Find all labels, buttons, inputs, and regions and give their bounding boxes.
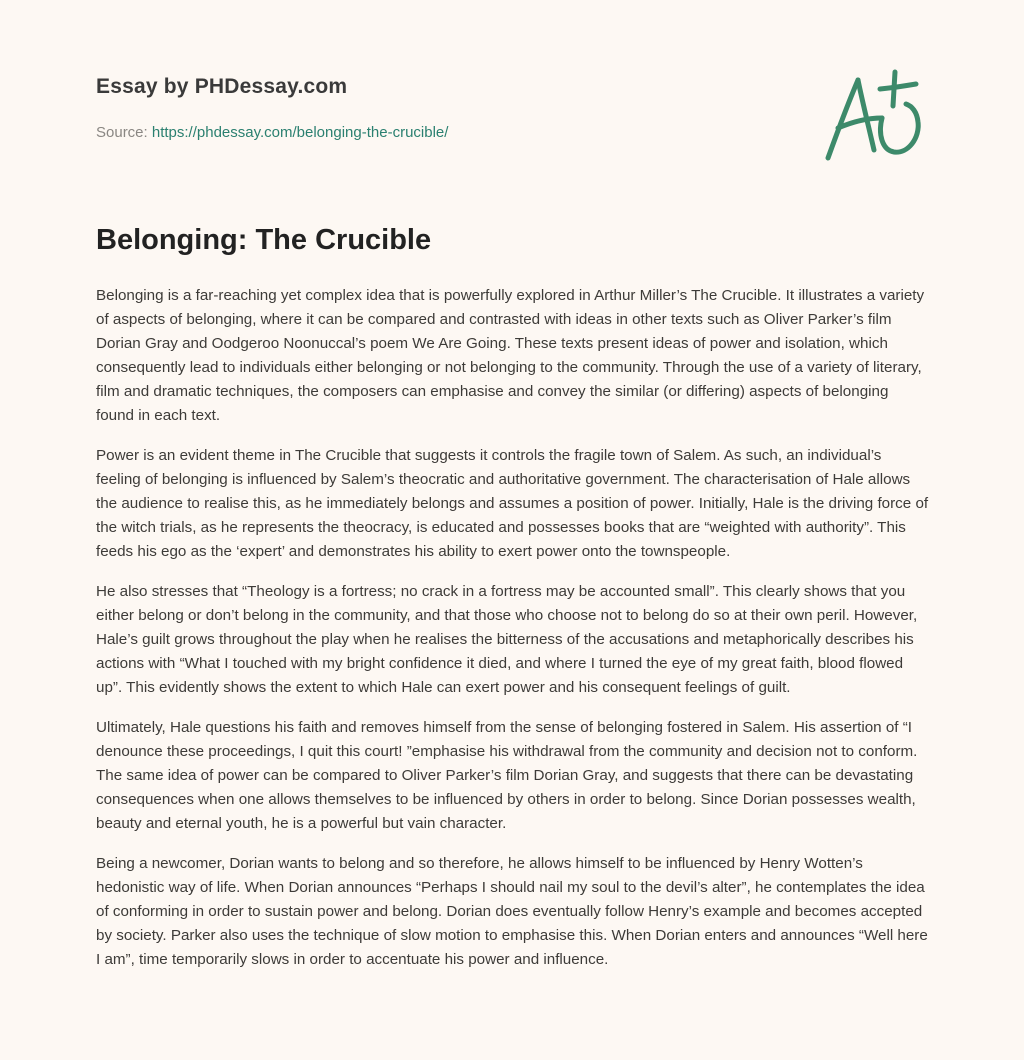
site-title: Essay by PHDessay.com: [96, 75, 348, 98]
source-link[interactable]: https://phdessay.com/belonging-the-crucible/: [151, 124, 449, 141]
paragraph: Being a newcomer, Dorian wants to belong and so therefore, he allows himself to be influenced by Henry Wotten’s hedonistic way of life. When Dorian announces “Perhaps I should nail my soul to the devil’s alter”, he contemplates the idea of conforming in order to sustain power and belong. Dorian does eventually follow Henry’s example and becomes accepted by society. Parker also uses the technique of slow motion to emphasise this. When Dorian enters and announces “Well here I am”, time temporarily slows in order to accentuate his power and influence.: [96, 855, 928, 968]
source-label: Source:: [96, 124, 152, 141]
paragraph: Ultimately, Hale questions his faith and removes himself from the sense of belonging fostered in Salem. His assertion of “I denounce these proceedings, I quit this court! ”emphasise his withdrawal from the community and decision not to conform. The same idea of power can be compared to Oliver Parker’s film Dorian Gray, and suggests that there can be devastating consequences when one allows themselves to be influenced by others in order to belong. Since Dorian possesses wealth, beauty and eternal youth, he is a powerful but vain character.: [96, 719, 918, 832]
source-line: [96, 124, 448, 141]
paragraph: Power is an evident theme in The Crucible that suggests it controls the fragile town of Salem. As such, an individual’s feeling of belonging is influenced by Salem’s theocratic and authoritative government. The characterisation of Hale allows the audience to realise this, as he immediately belongs and assumes a position of power. Initially, Hale is the driving force of the witch trials, as he represents the theocracy, is educated and possesses books that are “weighted with authority”. This feeds his ego as the ‘expert’ and demonstrates his ability to exert power onto the townspeople.: [96, 447, 929, 560]
paragraph: He also stresses that “Theology is a fortress; no crack in a fortress may be accounted small”. This clearly shows that you either belong or don’t belong in the community, and that those who choose not to belong do so at their own peril. However, Hale’s guilt grows throughout the play when he realises the bitterness of the accusations and metaphorically describes his actions with “What I touched with my bright confidence it died, and where I turned the eye of my great faith, blood flowed up”. This evidently shows the extent to which Hale can exert power and his consequent feelings of guilt.: [96, 583, 918, 696]
essay-title: Belonging: The Crucible: [96, 224, 432, 256]
essay-body: [96, 284, 930, 988]
paragraph: Belonging is a far-reaching yet complex idea that is powerfully explored in Arthur Miller’s The Crucible. It illustrates a variety of aspects of belonging, where it can be compared and contrasted with ideas in other texts such as Oliver Parker’s film Dorian Gray and Oodgeroo Noonuccal’s poem We Are Going. These texts present ideas of power and isolation, which consequently lead to individuals either belonging or not belonging to the community. Through the use of a variety of literary, film and dramatic techniques, the composers can emphasise and convey the similar (or differing) aspects of belonging found in each text.: [96, 287, 925, 424]
a-plus-logo-icon: [818, 66, 930, 166]
